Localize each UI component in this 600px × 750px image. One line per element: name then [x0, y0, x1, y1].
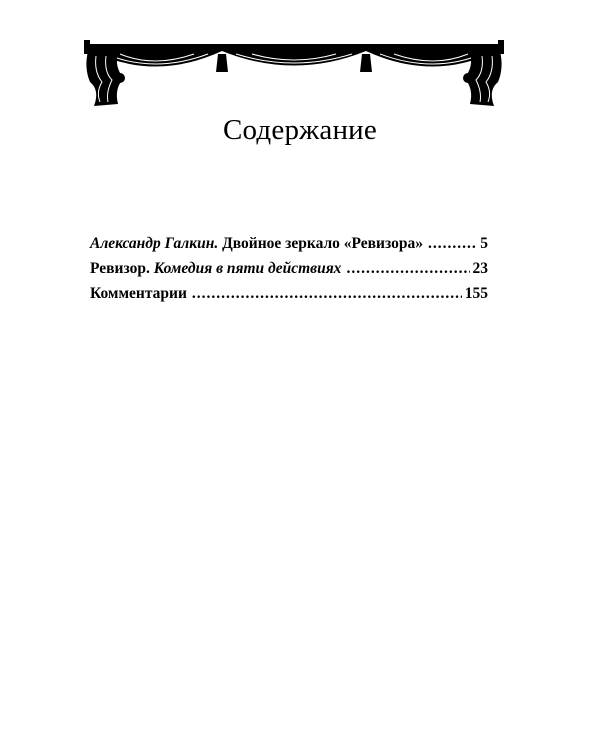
toc-page-number: 155 — [464, 285, 488, 302]
toc-leader-dots — [428, 235, 477, 253]
toc-entry[interactable] — [90, 285, 488, 310]
toc-leader-dots — [192, 285, 462, 303]
theater-curtain-icon — [84, 38, 504, 108]
toc-entry-title — [90, 260, 341, 278]
toc-entry[interactable] — [90, 260, 488, 285]
toc-page-number: 5 — [480, 235, 488, 252]
toc-entry-title-text: Двойное зеркало «Ревизора» — [222, 235, 423, 252]
toc-entry[interactable] — [90, 235, 488, 260]
toc-leader-dots — [346, 260, 469, 278]
toc-entry-title-text: Комментарии — [90, 285, 187, 302]
toc-entry-title — [90, 235, 423, 253]
table-of-contents — [90, 235, 488, 310]
toc-entry-author: Александр Галкин. — [90, 235, 219, 252]
toc-entry-title-text: Ревизор. — [90, 260, 150, 277]
page-title: Содержание — [223, 114, 377, 146]
toc-page-number: 23 — [472, 260, 488, 277]
toc-entry-title — [90, 285, 187, 303]
toc-entry-subtitle: Комедия в пяти действиях — [153, 260, 342, 277]
